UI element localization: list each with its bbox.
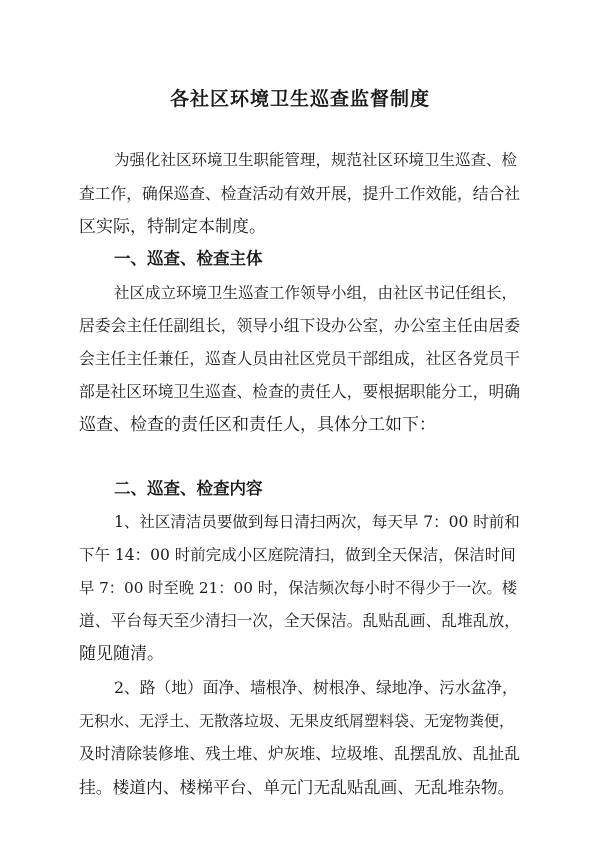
document-title: 各社区环境卫生巡查监督制度 [169, 88, 430, 110]
section-heading: 一、巡查、检查主体 [114, 249, 263, 268]
paragraph-line: 部是社区环境卫生巡查、检查的责任人，要根据职能分工，明确 [79, 382, 520, 401]
paragraph-line: 无积水、无浮土、无散落垃圾、无果皮纸屑塑料袋、无宠物粪便， [79, 712, 515, 730]
paragraph-line: 及时清除装修堆、残土堆、炉灰堆、垃圾堆、乱摆乱放、乱扯乱 [79, 744, 520, 763]
section-heading: 二、巡查、检查内容 [114, 479, 263, 498]
paragraph-line: 会主任主任兼任，巡查人员由社区党员干部组成，社区各党员干 [79, 349, 520, 368]
paragraph-line: 道、平台每天至少清扫一次，全天保洁。乱贴乱画、乱堆乱放， [79, 611, 520, 630]
paragraph-line: 2、路（地）面净、墙根净、树根净、绿地净、污水盆净， [114, 678, 518, 697]
paragraph-line: 随见随清。 [79, 644, 164, 664]
paragraph-line: 早 7：00 时至晚 21：00 时，保洁频次每小时不得少于一次。楼 [79, 579, 518, 597]
paragraph-line: 社区成立环境卫生巡查工作领导小组，由社区书记任组长， [114, 284, 518, 302]
intro-line: 为强化社区环境卫生职能管理，规范社区环境卫生巡查、检 [114, 151, 518, 169]
paragraph-line: 1、社区清洁员要做到每日清扫两次，每天早 7：00 时前和 [114, 513, 520, 531]
paragraph-line: 居委会主任任副组长，领导小组下设办公室，办公室主任由居委 [79, 316, 520, 335]
intro-line: 查工作，确保巡查、检查活动有效开展，提升工作效能，结合社 [79, 184, 520, 203]
paragraph-line: 挂。楼道内、楼梯平台、单元门无乱贴乱画、无乱堆杂物。 [79, 777, 515, 797]
paragraph-line: 下午 14：00 时前完成小区庭院清扫，做到全天保洁，保洁时间 [79, 546, 516, 564]
paragraph-line: 巡查、检查的责任区和责任人，具体分工如下： [79, 415, 436, 435]
intro-line: 区实际，特制定本制度。 [79, 217, 266, 237]
